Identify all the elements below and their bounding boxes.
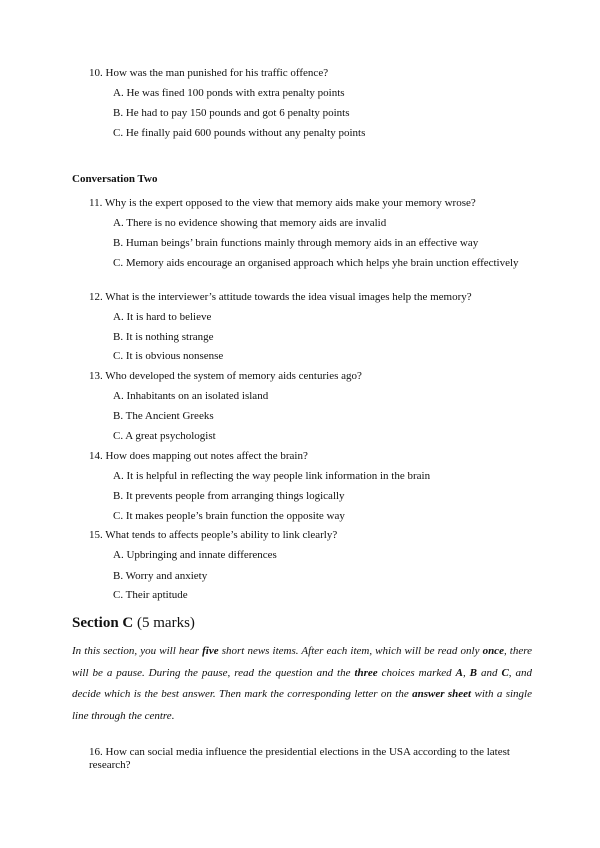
section-c-marks: (5 marks) xyxy=(133,615,195,631)
conversation-two-heading: Conversation Two xyxy=(72,173,158,185)
q10-option-a: A. He was fined 100 ponds with extra penalty points xyxy=(113,87,345,99)
q14-option-c: C. It makes people’s brain function the opposite way xyxy=(113,510,345,522)
q11-option-b: B. Human beings’ brain functions mainly through memory aids in an effective way xyxy=(113,237,479,249)
instr-emphasis-once: once xyxy=(482,645,504,657)
q14-option-b: B. It prevents people from arranging things logically xyxy=(113,490,345,502)
instr-emphasis-five: five xyxy=(202,645,219,657)
q12-option-b: B. It is nothing strange xyxy=(113,331,214,343)
question-12: 12. What is the interviewer’s attitude towards the idea visual images help the memory? xyxy=(89,291,472,303)
instr-text: , xyxy=(462,666,470,679)
question-10: 10. How was the man punished for his traffic offence? xyxy=(89,67,329,79)
instr-text: and xyxy=(477,666,502,679)
q13-option-c: C. A great psychologist xyxy=(113,430,216,442)
q11-option-a: A. There is no evidence showing that memory aids are invalid xyxy=(113,217,387,229)
q10-option-b: B. He had to pay 150 pounds and got 6 penalty points xyxy=(113,107,350,119)
question-16: 16. How can social media influence the presidential elections in the USA according to the latest research? xyxy=(89,746,510,771)
instr-text: short news items. After each item, which will be read only xyxy=(218,645,483,657)
q13-option-b: B. The Ancient Greeks xyxy=(113,410,214,422)
question-14: 14. How does mapping out notes affect the brain? xyxy=(89,450,308,462)
q15-option-b: B. Worry and anxiety xyxy=(113,570,208,582)
instr-emphasis-b: B xyxy=(469,666,477,679)
question-11: 11. Why is the expert opposed to the view that memory aids make your memory wrose? xyxy=(89,197,476,209)
instr-emphasis-a: A xyxy=(455,666,463,679)
question-15: 15. What tends to affects people’s ability to link clearly? xyxy=(89,529,338,541)
q15-option-c: C. Their aptitude xyxy=(113,589,188,601)
q14-option-a: A. It is helpful in reflecting the way people link information in the brain xyxy=(113,470,431,482)
q13-option-a: A. Inhabitants on an isolated island xyxy=(113,390,269,402)
instr-text: , and decide which is the best answer. Then mark the corresponding letter on the xyxy=(72,666,532,700)
question-13: 13. Who developed the system of memory aids centuries ago? xyxy=(89,370,362,382)
instr-text: choices marked xyxy=(377,666,456,679)
section-c-heading xyxy=(72,614,195,632)
instr-text: , there will be a pause. During the pause, read the question and the xyxy=(72,645,532,679)
instr-emphasis-answer-sheet: answer sheet xyxy=(412,688,472,700)
q11-option-c: C. Memory aids encourage an organised approach which helps yhe brain unction effectively xyxy=(113,257,519,269)
instr-emphasis-c: C xyxy=(501,666,509,679)
instr-text: In this section, you will hear xyxy=(72,645,203,657)
section-c-title: Section C xyxy=(72,615,134,631)
q12-option-a: A. It is hard to believe xyxy=(113,311,212,323)
instr-text: with a single line through the centre. xyxy=(72,688,532,722)
section-c-instructions xyxy=(72,641,532,727)
q15-option-a: A. Upbringing and innate differences xyxy=(113,549,277,561)
instr-emphasis-three: three xyxy=(354,666,378,679)
q12-option-c: C. It is obvious nonsense xyxy=(113,350,224,362)
q10-option-c: C. He finally paid 600 pounds without any penalty points xyxy=(113,127,366,139)
